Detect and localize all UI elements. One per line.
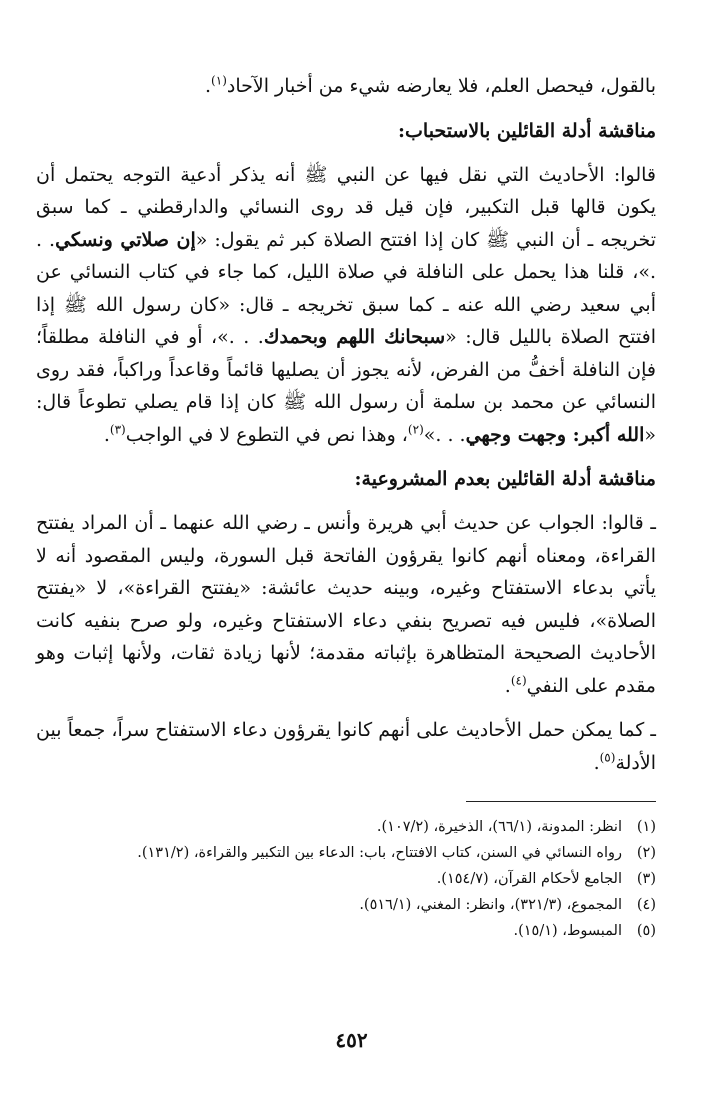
p2-end: . — [504, 674, 511, 697]
footnote-item — [36, 840, 656, 866]
p1-text-2: . . .»، قلنا هذا يحمل على النافلة في صلاة الليل، كما جاء في كتاب النسائي عن أبي سعيد رضي الله عنه ـ كما سبق تخريجه ـ قال: «كان رسول الله ﷺ إذا افتتح الصلاة بالليل قال: « — [36, 228, 656, 348]
paragraph-istihbab — [36, 159, 656, 452]
p1-quote-1: إن صلاتي ونسكي — [55, 228, 196, 251]
footnote-item — [36, 892, 656, 918]
p3-text: ـ كما يمكن حمل الأحاديث على أنهم كانوا يقرؤون دعاء الاستفتاح سراً، جمعاً بين الأدلة — [36, 719, 656, 774]
p1-text-4: . . .» — [423, 423, 466, 446]
page-body — [36, 70, 656, 944]
p1-end: . — [103, 423, 110, 446]
footnote-text: رواه النسائي في السنن، كتاب الافتتاح، باب: الدعاء بين التكبير والقراءة، (١٣١/٢). — [137, 845, 622, 861]
intro-end: . — [205, 75, 212, 97]
section-heading-istihbab: مناقشة أدلة القائلين بالاستحباب: — [398, 119, 656, 142]
footnote-number: (١) — [636, 819, 656, 835]
footnote-text: المبسوط، (١٥/١). — [513, 923, 622, 939]
intro-text: بالقول، فيحصل العلم، فلا يعارضه شيء من أخبار الآحاد — [226, 75, 656, 97]
footnote-ref-1: (١) — [211, 73, 227, 88]
p1-quote-2: سبحانك اللهم وبحمدك — [263, 326, 446, 348]
p1-quote-3: الله أكبر: وجهت وجهي — [465, 423, 645, 446]
footnote-text: انظر: المدونة، (٦٦/١)، الذخيرة، (١٠٧/٢). — [376, 819, 622, 835]
section-heading-adam-mashruiya: مناقشة أدلة القائلين بعدم المشروعية: — [354, 468, 656, 490]
intro-paragraph — [36, 70, 656, 103]
footnote-item — [36, 866, 656, 892]
footnote-number: (٥) — [636, 923, 656, 939]
footnote-ref-3: (٣) — [109, 422, 126, 437]
footnote-text: الجامع لأحكام القرآن، (١٥٤/٧). — [436, 871, 622, 887]
page-number: ٤٥٢ — [335, 1028, 368, 1052]
footnote-number: (٣) — [636, 871, 656, 887]
footnote-text: المجموع، (٣٢١/٣)، وانظر: المغني، (٥١٦/١). — [359, 897, 622, 913]
p3-end: . — [593, 751, 600, 774]
p1-text-1: قالوا: الأحاديث التي نقل فيها عن النبي ﷺ أنه يذكر أدعية التوجه يحتمل أن يكون قالها قبل التكبير، فإن قيل قد روى النسائي والدارقطني ـ كما سبق تخريجه ـ أن النبي ﷺ كان إذا افتتح الصلاة كبر ثم يقول: « — [36, 163, 656, 251]
footnote-number: (٤) — [636, 897, 656, 913]
p1-text-5: ، وهذا نص في التطوع لا في الواجب — [125, 423, 408, 446]
footnote-ref-4: (٤) — [510, 673, 527, 688]
footnote-ref-5: (٥) — [599, 750, 616, 765]
paragraph-answer — [36, 507, 656, 702]
footnote-ref-2: (٢) — [407, 422, 424, 437]
footnote-divider — [466, 801, 656, 802]
paragraph-jam — [36, 714, 656, 779]
footnote-number: (٢) — [636, 845, 656, 861]
p2-text: ـ قالوا: الجواب عن حديث أبي هريرة وأنس ـ رضي الله عنهما ـ أن المراد يفتتح القراءة، ومعناه أنهم كانوا يقرؤون الفاتحة قبل السورة، وليس المقصود أنه لا يأتي بدعاء الاستفتاح وغيره، وبينه حديث عائشة: «يفتتح القراءة»، لا «يفتتح الصلاة»، فليس فيه تصريح بنفي دعاء الاستفتاح وغيره، ولو صرح بنفيه كانت الأحاديث الصحيحة المتظاهرة بإثباته مقدمة؛ لأنها زيادة ثقات، ولأنها إثبات وهو مقدم على النفي — [36, 512, 656, 697]
footnotes — [36, 814, 656, 944]
footnote-item — [36, 814, 656, 840]
p1-text-3: . . .»، أو في النافلة مطلقاً؛ فإن النافلة أخفُّ من الفرض، لأنه يجوز أن يصليها قائماً وقاعداً وراكباً، فقد روى النسائي عن محمد بن سلمة أن رسول الله ﷺ كان إذا قام يصلي تطوعاً قال: « — [36, 326, 656, 446]
footnote-item — [36, 918, 656, 944]
